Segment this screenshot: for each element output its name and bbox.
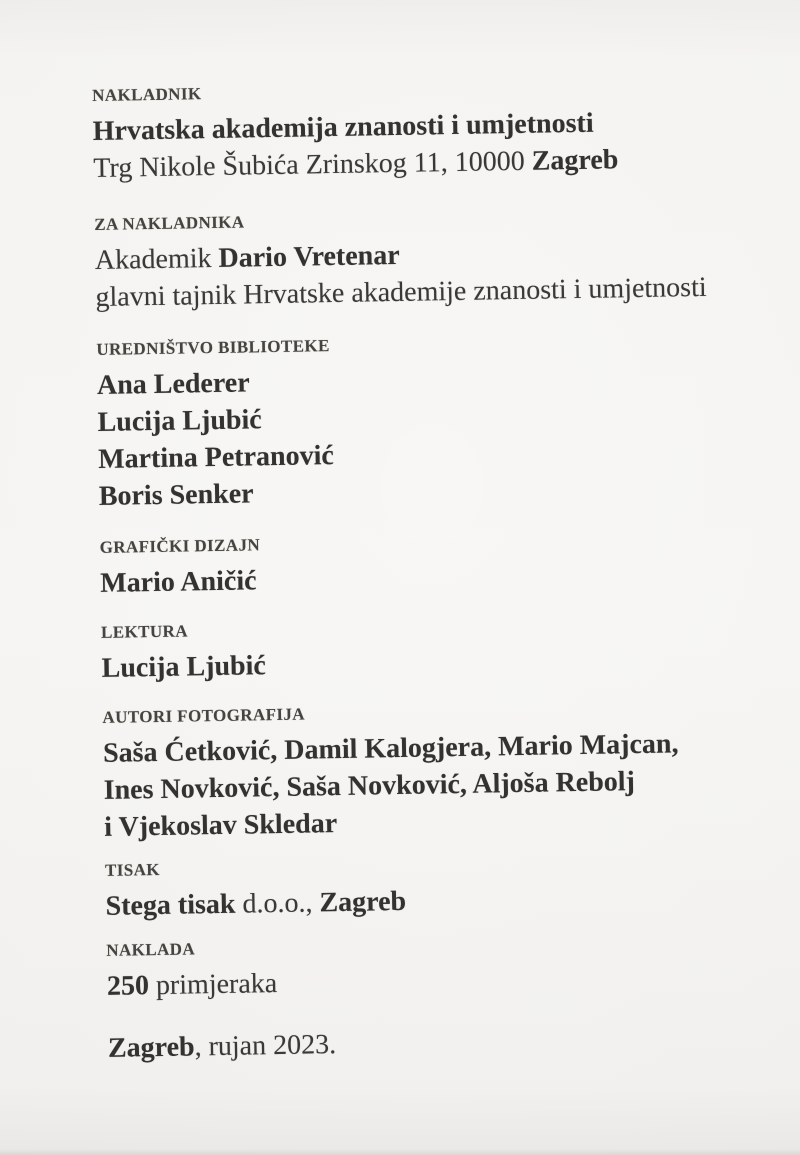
- text-run: Lucija Ljubić: [97, 404, 262, 438]
- colophon-section: [105, 849, 796, 924]
- text-run: Trg Nikole Šubića Zrinskog 11, 10000: [93, 145, 532, 184]
- colophon-section: [101, 611, 792, 686]
- text-line: [108, 1018, 799, 1066]
- text-run: , rujan 2023.: [194, 1029, 337, 1063]
- section-label: LEKTURA: [100, 621, 189, 642]
- text-run: Hrvatska akademija znanosti i umjetnosti: [92, 107, 594, 147]
- colophon-section: [106, 929, 797, 1004]
- colophon-section: [108, 1018, 799, 1066]
- text-run: Zagreb: [531, 144, 619, 177]
- colophon-section: [94, 204, 786, 316]
- text-run: 250: [106, 970, 150, 1002]
- text-run: Stega tisak: [105, 888, 236, 922]
- colophon-section: [96, 329, 789, 515]
- text-run: Akademik: [94, 242, 219, 276]
- text-run: Boris Senker: [98, 478, 254, 512]
- text-run: Saša Ćetković, Damil Kalogjera, Mario Majcan,: [102, 728, 679, 769]
- text-run: Zagreb: [107, 1031, 195, 1064]
- text-run: Ines Novković, Saša Novković, Aljoša Rebolj: [103, 766, 636, 806]
- text-run: glavni tajnik Hrvatske akademije znanosti i umjetnosti: [95, 271, 707, 313]
- colophon-section: [99, 526, 790, 601]
- text-run: Dario Vretenar: [218, 239, 400, 274]
- section-label: UREDNIŠTVO BIBLIOTEKE: [96, 336, 330, 359]
- section-label: NAKLADNIK: [92, 84, 202, 105]
- text-run: Lucija Ljubić: [101, 650, 267, 684]
- section-label: TISAK: [104, 859, 161, 880]
- colophon: [92, 75, 798, 1067]
- text-run: Ana Lederer: [96, 367, 250, 401]
- text-run: d.o.o.,: [235, 887, 320, 920]
- text-run: primjeraka: [148, 968, 278, 1002]
- colophon-section: [102, 696, 794, 845]
- section-label: ZA NAKLADNIKA: [94, 212, 245, 234]
- text-run: Martina Petranović: [97, 440, 335, 475]
- text-line: [105, 876, 796, 924]
- section-label: GRAFIČKI DIZAJN: [99, 535, 261, 557]
- section-label: NAKLADA: [106, 939, 196, 960]
- text-line: [100, 553, 791, 601]
- text-run: i Vjekoslav Skledar: [104, 808, 338, 843]
- text-run: Mario Aničić: [99, 565, 257, 599]
- text-line: [107, 956, 798, 1004]
- colophon-section: [92, 75, 784, 187]
- text-line: [101, 638, 792, 686]
- text-run: Zagreb: [319, 885, 407, 919]
- section-label: AUTORI FOTOGRAFIJA: [102, 704, 306, 727]
